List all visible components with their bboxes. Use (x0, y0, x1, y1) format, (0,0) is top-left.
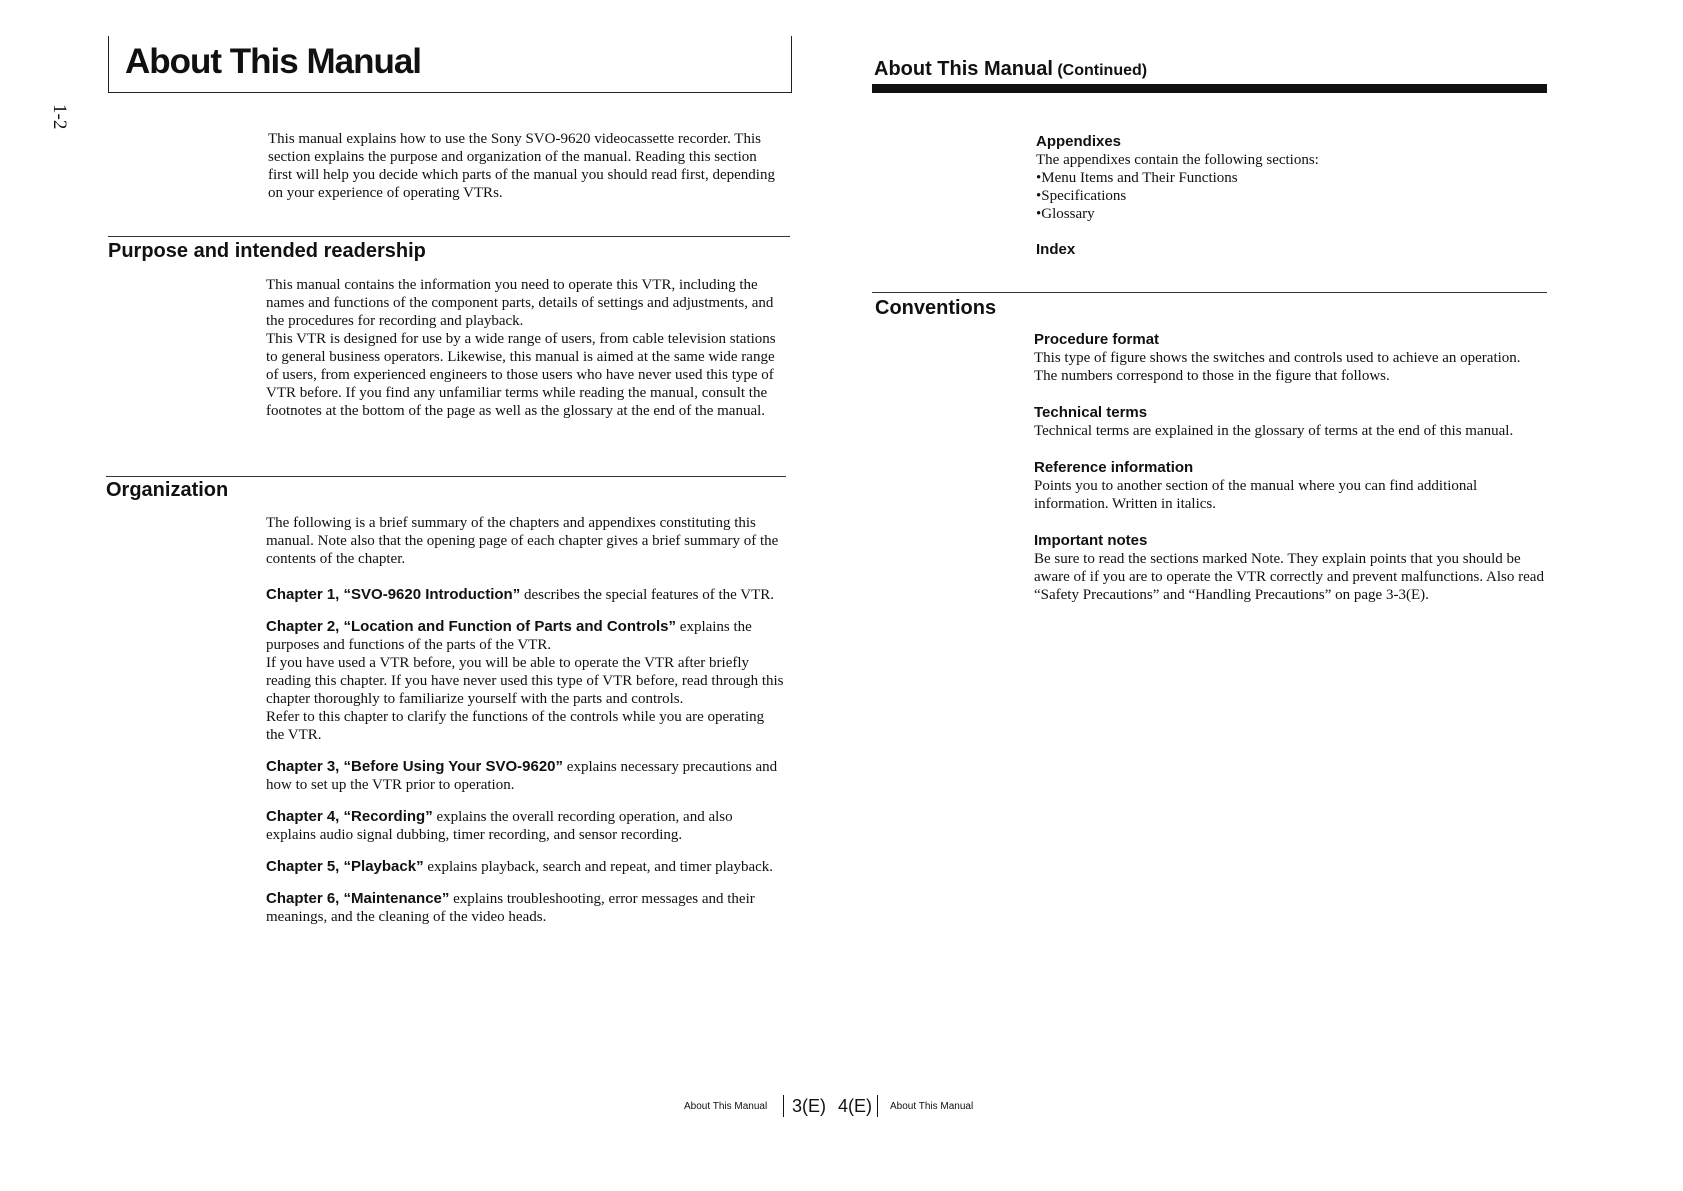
chapter-description: explains the overall recording operation, and also explains audio signal dubbing, timer recording, and sensor recording. (266, 809, 733, 843)
chapter-entry (266, 858, 786, 876)
title-rule-bar (872, 84, 1547, 93)
chapter-title: Chapter 4, “Recording” (266, 808, 433, 825)
section-divider (108, 236, 790, 237)
footer-right-page-number: 4(E) (838, 1096, 873, 1116)
convention-title: Reference information (1034, 459, 1194, 476)
purpose-paragraph-2: This VTR is designed for use by a wide range of users, from cable television stations to general business operators. Likewise, this manual is aimed at the same wide range of users, from experienced engineers to those users who have never used this type of VTR before. If you find any unfamiliar terms while reading the manual, consult the footnotes at the bottom of the page as well as the glossary at the end of the manual. (266, 331, 776, 419)
convention-title: Procedure format (1034, 331, 1160, 348)
convention-title: Technical terms (1034, 404, 1148, 421)
section-divider (106, 476, 786, 477)
chapter-note: Refer to this chapter to clarify the functions of the controls while you are operating the VTR. (266, 709, 765, 743)
organization-heading: Organization (106, 479, 229, 501)
appendixes-list (1036, 169, 1536, 223)
chapter-description: describes the special features of the VTR. (520, 587, 775, 603)
index-heading: Index (1036, 241, 1076, 258)
convention-text: Be sure to read the sections marked Note. They explain points that you should be aware of if you are to operate the VTR correctly and prevent malfunctions. Also read “Safety Precautions” and “Handling Precautions” on page 3-3(E). (1034, 551, 1544, 603)
purpose-paragraph-1: This manual contains the information you need to operate this VTR, including the names and functions of the component parts, details of settings and adjustments, and the procedures for recording and playback. (266, 277, 774, 329)
convention-item (1034, 403, 1544, 440)
convention-item (1034, 458, 1544, 513)
footer-divider (877, 1095, 878, 1117)
chapter-title: Chapter 6, “Maintenance” (266, 890, 450, 907)
list-item: • Menu Items and Their Functions (1036, 169, 1536, 187)
purpose-heading: Purpose and intended readership (108, 240, 426, 262)
intro-paragraph: This manual explains how to use the Sony SVO-9620 videocassette recorder. This section explains the purpose and organization of the manual. Reading this section first will help you decide which parts of the manual you should read first, depending on your experience of operating VTRs. (268, 131, 775, 201)
continued-title-suffix: (Continued) (1057, 62, 1148, 79)
list-item: • Specifications (1036, 187, 1536, 205)
appendixes-intro: The appendixes contain the following sections: (1036, 152, 1319, 168)
convention-text: This type of figure shows the switches and controls used to achieve an operation. The numbers correspond to those in the figure that follows. (1034, 350, 1521, 384)
chapter-title: Chapter 1, “SVO-9620 Introduction” (266, 586, 521, 603)
chapter-entry (266, 618, 786, 744)
chapter-entry (266, 586, 786, 604)
footer-right-label: About This Manual (890, 1101, 974, 1112)
chapter-note: If you have used a VTR before, you will be able to operate the VTR after briefly reading this chapter. If you have never used this type of VTR before, read through this chapter thoroughly to familiarize yourself with the parts and controls. (266, 655, 784, 707)
footer-divider (783, 1095, 784, 1117)
chapter-title: Chapter 2, “Location and Function of Parts and Controls” (266, 618, 677, 635)
list-item: • Glossary (1036, 205, 1536, 223)
continued-title-main: About This Manual (874, 58, 1053, 80)
convention-text: Technical terms are explained in the glossary of terms at the end of this manual. (1034, 423, 1514, 439)
chapter-entry (266, 758, 786, 794)
section-divider (872, 292, 1547, 293)
convention-item (1034, 531, 1544, 604)
convention-text: Points you to another section of the manual where you can find additional information. Written in italics. (1034, 478, 1478, 512)
chapter-entry (266, 808, 786, 844)
conventions-heading: Conventions (875, 297, 997, 319)
organization-body (266, 514, 786, 940)
footer-left-page-number: 3(E) (792, 1096, 827, 1116)
chapter-title: Chapter 3, “Before Using Your SVO-9620” (266, 758, 564, 775)
continued-title (874, 58, 1147, 81)
appendixes-heading: Appendixes (1036, 133, 1122, 150)
convention-title: Important notes (1034, 532, 1148, 549)
conventions-body (1034, 330, 1544, 622)
chapter-title: Chapter 5, “Playback” (266, 858, 424, 875)
appendixes-block (1036, 132, 1536, 223)
chapter-entry (266, 890, 786, 926)
chapter-description: explains the purposes and functions of the parts of the VTR. (266, 619, 752, 653)
organization-intro: The following is a brief summary of the chapters and appendixes constituting this manual. Note also that the opening page of each chapter gives a brief summary of the contents of the chapter. (266, 515, 779, 567)
chapter-description: explains troubleshooting, error messages and their meanings, and the cleaning of the video heads. (266, 891, 755, 925)
chapter-description: explains playback, search and repeat, and timer playback. (423, 859, 774, 875)
chapter-description: explains necessary precautions and how to set up the VTR prior to operation. (266, 759, 778, 793)
purpose-body (266, 276, 786, 420)
footer-left-label: About This Manual (684, 1101, 768, 1112)
page-title: About This Manual (125, 42, 422, 81)
convention-item (1034, 330, 1544, 385)
side-page-number: 1-2 (49, 104, 70, 130)
